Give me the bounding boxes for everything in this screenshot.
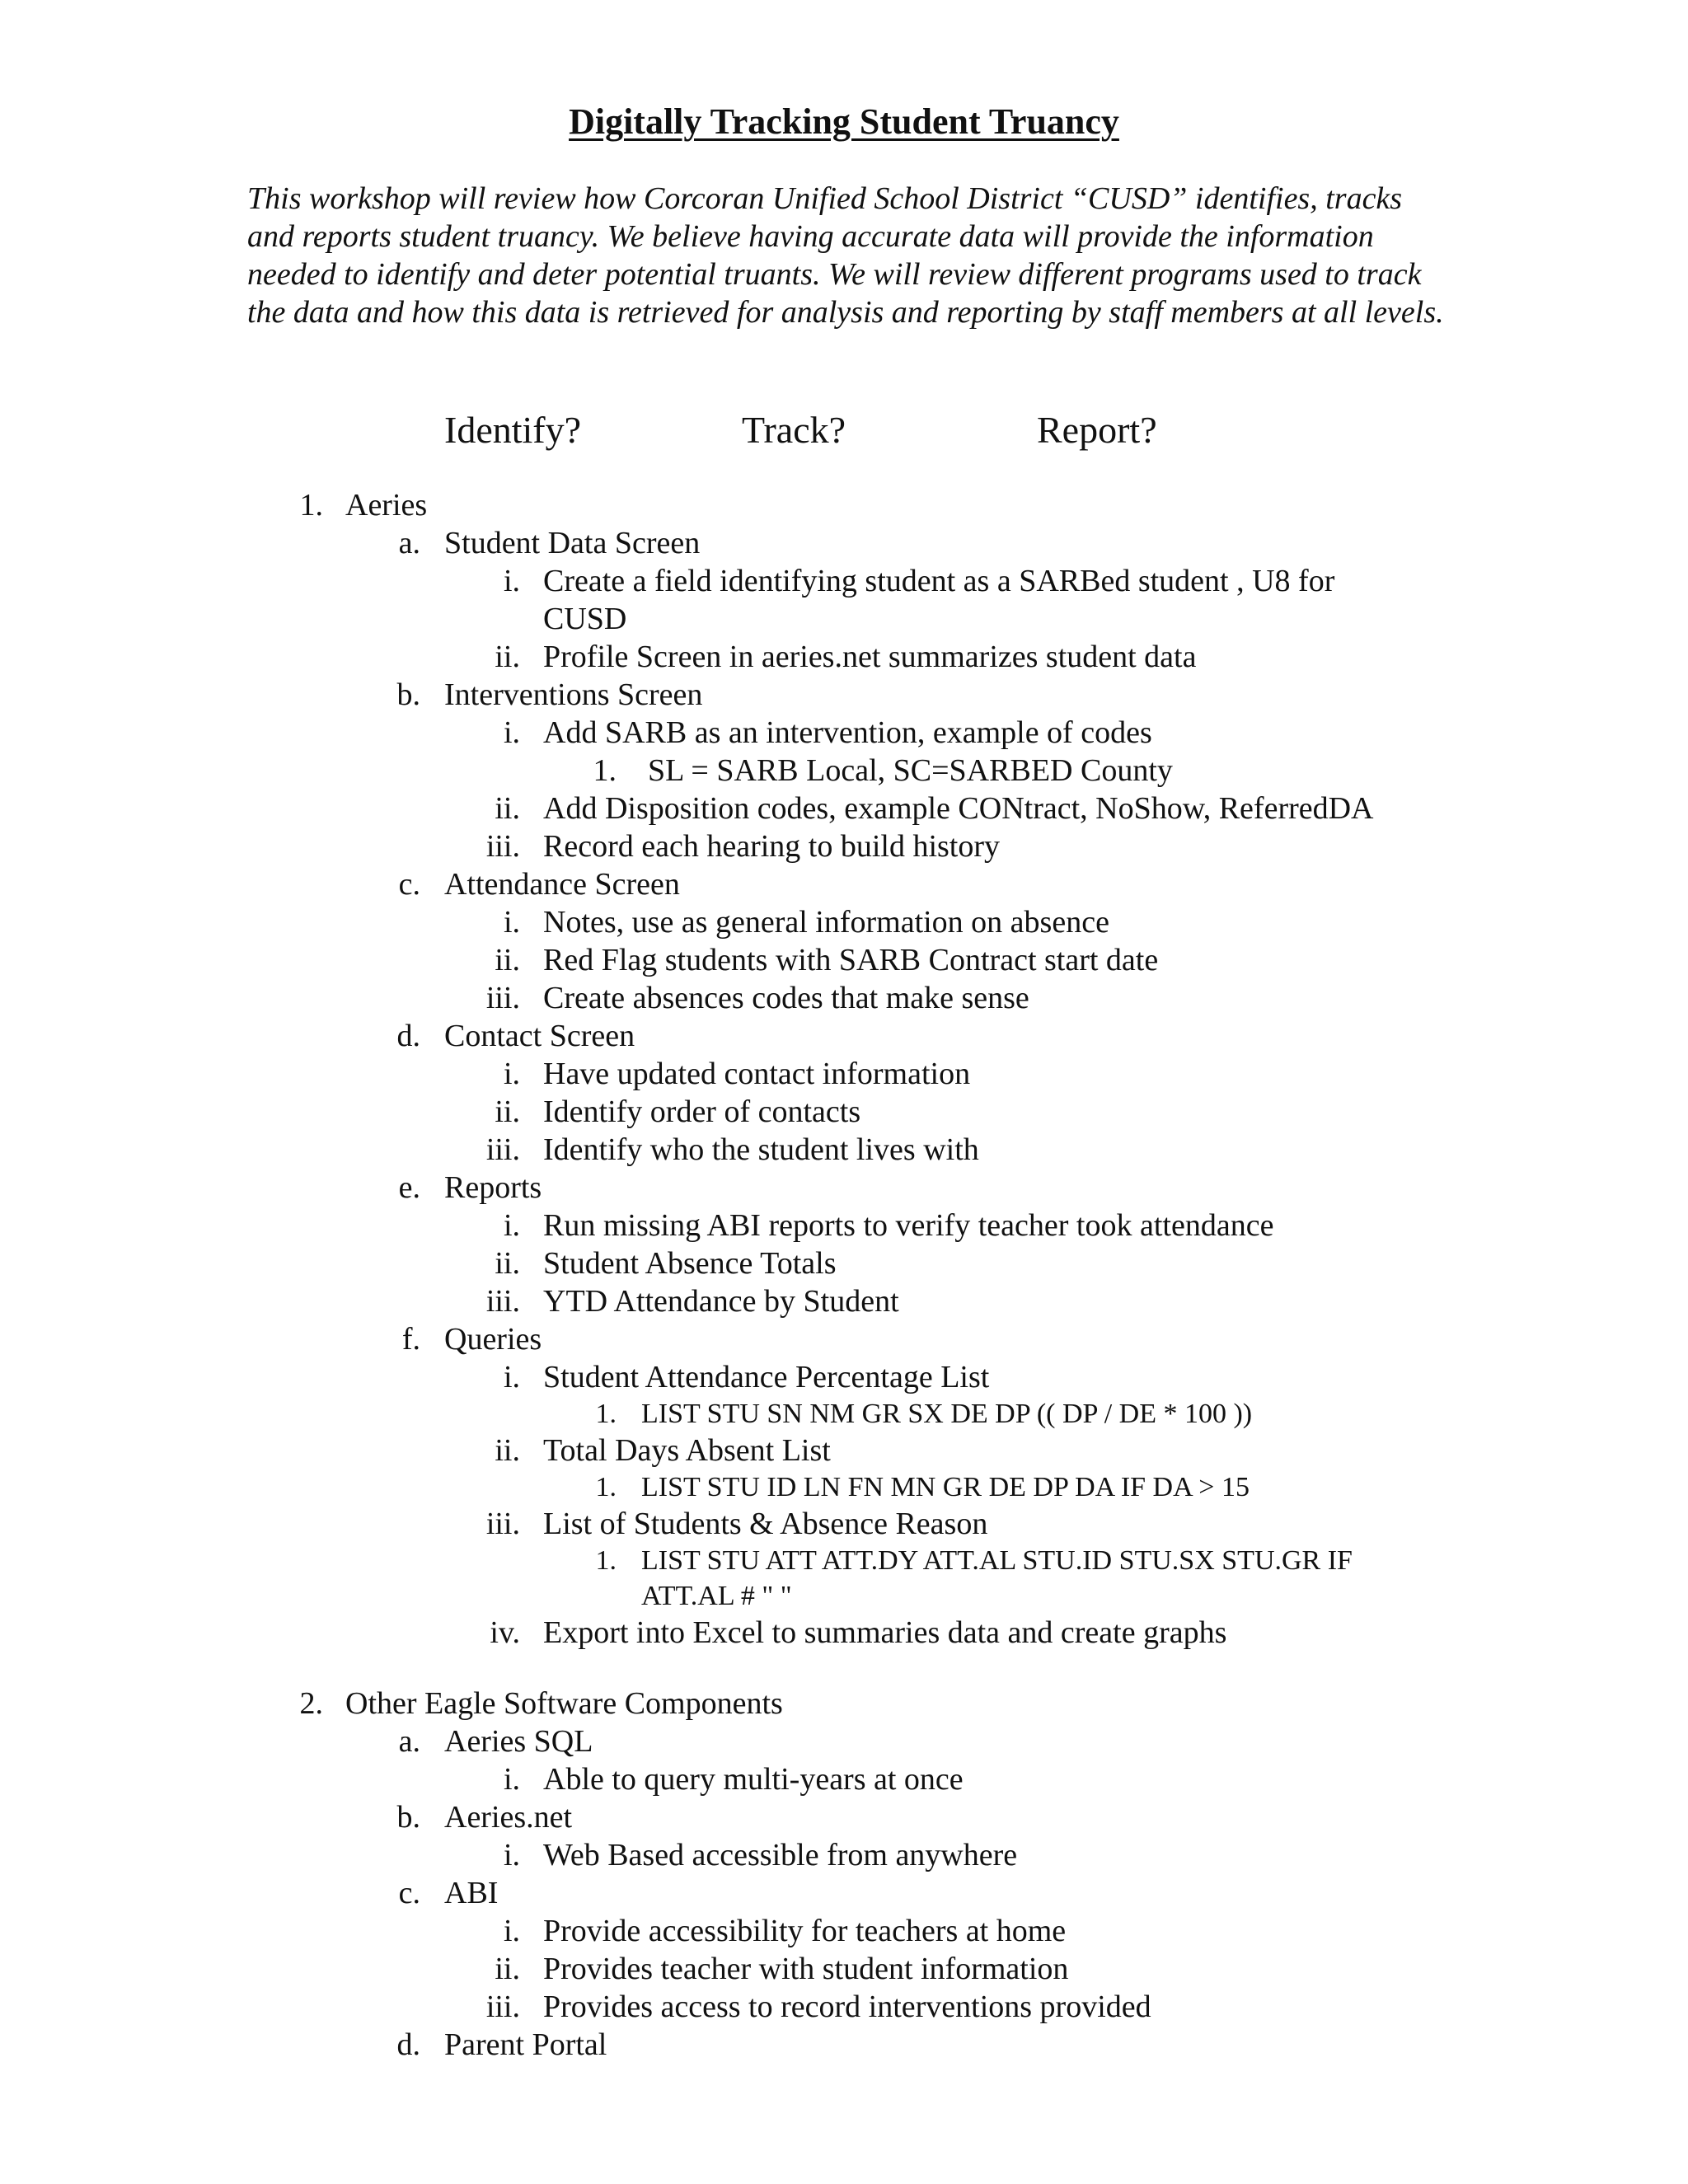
item-marker: i. [503, 1762, 520, 1797]
outline-item-level2 [0, 524, 1688, 562]
outline-item-level3 [0, 562, 1688, 600]
item-marker: a. [398, 526, 420, 560]
item-text: ATT.AL # " " [641, 1581, 792, 1611]
item-text: List of Students & Absence Reason [543, 1507, 988, 1541]
item-text: Run missing ABI reports to verify teacher took attendance [543, 1208, 1274, 1243]
item-text: Add Disposition codes, example CONtract, NoShow, ReferredDA [543, 791, 1374, 826]
outline-item-level2 [0, 1874, 1688, 1912]
outline-item-level3 [0, 979, 1688, 1017]
item-marker: e. [398, 1170, 420, 1205]
item-marker: a. [398, 1724, 420, 1759]
item-text: Provide accessibility for teachers at home [543, 1914, 1067, 1948]
item-text: Provides teacher with student information [543, 1952, 1069, 1986]
item-marker: iii. [485, 829, 520, 864]
item-marker: i. [503, 905, 520, 940]
item-marker: 1. [595, 1399, 617, 1429]
item-marker: 1. [595, 1545, 617, 1576]
outline-item-level3 [0, 1432, 1688, 1469]
outline-item-level2 [0, 1320, 1688, 1358]
outline-item-level3 [0, 1131, 1688, 1169]
item-marker: 1. [595, 1472, 617, 1502]
item-marker: ii. [495, 1433, 520, 1468]
outline-item-continuation [0, 1578, 1688, 1614]
item-marker: ii. [495, 1094, 520, 1129]
item-text: Red Flag students with SARB Contract start date [543, 943, 1159, 977]
item-text: Have updated contact information [543, 1057, 971, 1091]
outline-item-level2 [0, 676, 1688, 714]
item-marker: c. [398, 1876, 420, 1910]
question-row [0, 405, 1688, 455]
item-text: Student Data Screen [444, 526, 701, 560]
item-marker: iii. [485, 1132, 520, 1167]
item-text: Able to query multi-years at once [543, 1762, 964, 1797]
outline-item-query [0, 1543, 1688, 1578]
outline-item-query [0, 1469, 1688, 1505]
item-text: YTD Attendance by Student [543, 1284, 899, 1319]
outline-item-level3 [0, 1988, 1688, 2026]
outline-list [0, 486, 1688, 2064]
outline-item-level3 [0, 1912, 1688, 1950]
outline-item-level3 [0, 1760, 1688, 1798]
item-text: LIST STU ID LN FN MN GR DE DP DA IF DA > 15 [641, 1472, 1250, 1502]
item-text: Provides access to record interventions provided [543, 1990, 1151, 2024]
item-text: Notes, use as general information on absence [543, 905, 1109, 940]
item-text: Web Based accessible from anywhere [543, 1838, 1018, 1872]
item-text: Contact Screen [444, 1019, 635, 1053]
item-text: SL = SARB Local, SC=SARBED County [648, 753, 1173, 788]
item-text: Identify who the student lives with [543, 1132, 979, 1167]
item-marker: f. [401, 1322, 420, 1357]
outline-item-level3 [0, 1207, 1688, 1244]
item-marker: b. [396, 1800, 420, 1835]
item-marker: i. [503, 1838, 520, 1872]
item-text: Parent Portal [444, 2027, 607, 2062]
outline-item-level3 [0, 714, 1688, 752]
item-marker: ii. [495, 640, 520, 674]
outline-item-level4 [0, 752, 1688, 790]
item-text: ABI [444, 1876, 499, 1910]
document-title: Digitally Tracking Student Truancy [569, 101, 1119, 142]
outline-item-level3 [0, 1836, 1688, 1874]
item-marker: i. [503, 564, 520, 598]
item-text: Other Eagle Software Components [345, 1686, 783, 1721]
item-marker: iii. [485, 981, 520, 1015]
item-text: Profile Screen in aeries.net summarizes student data [543, 640, 1197, 674]
outline-item-level3 [0, 638, 1688, 676]
question-report: Report? [1037, 409, 1157, 451]
item-marker: d. [396, 2027, 420, 2062]
item-marker: i. [503, 1360, 520, 1394]
item-text: LIST STU SN NM GR SX DE DP (( DP / DE * 100 )) [641, 1399, 1253, 1429]
item-text: Total Days Absent List [543, 1433, 831, 1468]
item-marker: ii. [495, 1246, 520, 1281]
item-marker: c. [398, 867, 420, 902]
item-text: LIST STU ATT ATT.DY ATT.AL STU.ID STU.SX STU.GR IF [641, 1545, 1353, 1576]
item-marker: iii. [485, 1284, 520, 1319]
outline-item-level3 [0, 1282, 1688, 1320]
outline-item-level1 [0, 486, 1688, 524]
outline-item-level2 [0, 1798, 1688, 1836]
item-text: Aeries [345, 488, 428, 523]
outline-item-level3 [0, 827, 1688, 865]
item-marker: b. [396, 677, 420, 712]
outline-item-query [0, 1396, 1688, 1432]
item-text: Add SARB as an intervention, example of codes [543, 715, 1152, 750]
item-text: CUSD [543, 602, 627, 636]
item-marker: iii. [485, 1507, 520, 1541]
question-track: Track? [742, 409, 846, 451]
item-marker: ii. [495, 791, 520, 826]
question-identify: Identify? [444, 409, 582, 451]
item-marker: 1. [593, 753, 617, 788]
item-text: Aeries SQL [444, 1724, 593, 1759]
outline-item-level3 [0, 1244, 1688, 1282]
outline-item-level2 [0, 1169, 1688, 1207]
item-text: Attendance Screen [444, 867, 680, 902]
item-marker: iii. [485, 1990, 520, 2024]
item-marker: i. [503, 1208, 520, 1243]
item-marker: d. [396, 1019, 420, 1053]
item-marker: i. [503, 715, 520, 750]
outline-item-level3 [0, 1093, 1688, 1131]
item-text: Export into Excel to summaries data and create graphs [543, 1615, 1227, 1650]
outline-item-level2 [0, 1722, 1688, 1760]
outline-item-level3 [0, 1505, 1688, 1543]
item-text: Aeries.net [444, 1800, 573, 1835]
item-text: Reports [444, 1170, 542, 1205]
outline-item-level3 [0, 1950, 1688, 1988]
outline-item-level3 [0, 1614, 1688, 1652]
outline-item-level2 [0, 2026, 1688, 2064]
item-marker: 2. [299, 1686, 323, 1721]
intro-paragraph: This workshop will review how Corcoran Unified School District “CUSD” identifies, tracks and reports student truancy. We believe having accurate data will provide the information needed to identify and deter potential truants. We will review different programs used to track the data and how this data is retrieved for analysis and reporting by staff members at all levels. [247, 181, 1444, 330]
outline-item-level3 [0, 903, 1688, 941]
outline-item-continuation [0, 600, 1688, 638]
item-text: Identify order of contacts [543, 1094, 861, 1129]
item-text: Student Absence Totals [543, 1246, 837, 1281]
outline-item-level2 [0, 1017, 1688, 1055]
outline-item-level2 [0, 865, 1688, 903]
item-marker: ii. [495, 943, 520, 977]
outline-item-level1 [0, 1685, 1688, 1722]
item-text: Student Attendance Percentage List [543, 1360, 990, 1394]
item-marker: 1. [299, 488, 323, 523]
item-text: Create absences codes that make sense [543, 981, 1029, 1015]
item-text: Queries [444, 1322, 542, 1357]
item-marker: i. [503, 1914, 520, 1948]
item-marker: iv. [490, 1615, 520, 1650]
item-text: Create a field identifying student as a SARBed student , U8 for [543, 564, 1335, 598]
outline-item-level3 [0, 1055, 1688, 1093]
item-marker: i. [503, 1057, 520, 1091]
item-text: Record each hearing to build history [543, 829, 1001, 864]
outline-item-level3 [0, 941, 1688, 979]
item-text: Interventions Screen [444, 677, 703, 712]
outline-item-level3 [0, 1358, 1688, 1396]
item-marker: ii. [495, 1952, 520, 1986]
outline-item-level3 [0, 790, 1688, 827]
